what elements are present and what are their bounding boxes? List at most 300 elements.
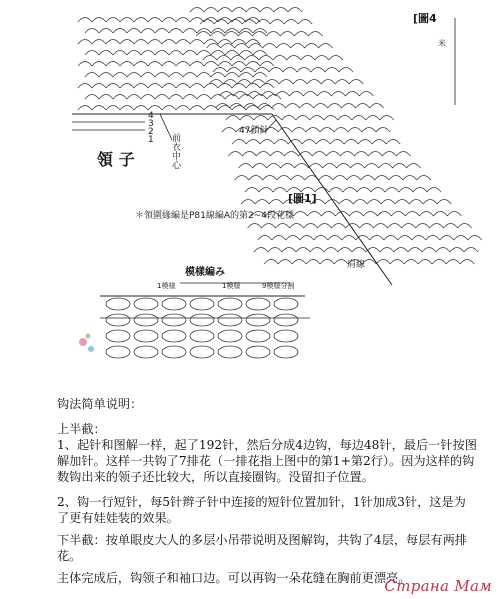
yoke-chain-arch bbox=[314, 104, 328, 109]
yoke-chain-arch bbox=[339, 68, 353, 73]
collar-chain-arch bbox=[246, 84, 260, 89]
yoke-chain-arch bbox=[224, 32, 238, 37]
collar-chain-arch bbox=[253, 95, 267, 100]
yoke-chain-arch bbox=[371, 188, 385, 193]
yoke-chain-arch bbox=[338, 248, 352, 253]
yoke-chain-arch bbox=[349, 80, 363, 85]
yoke-chain-arch bbox=[460, 260, 474, 265]
collar-chain-arch bbox=[176, 40, 190, 45]
yoke-chain-arch bbox=[376, 260, 390, 265]
yoke-chain-arch bbox=[293, 80, 307, 85]
yoke-chain-arch bbox=[287, 56, 301, 61]
yoke-chain-arch bbox=[333, 176, 347, 181]
yoke-chain-arch bbox=[279, 80, 293, 85]
collar-chain-arch bbox=[169, 51, 183, 56]
yoke-chain-arch bbox=[356, 104, 370, 109]
yoke-chain-arch bbox=[260, 140, 274, 145]
yoke-chain-arch bbox=[262, 224, 276, 229]
figure4-label: [圖4 bbox=[413, 12, 437, 25]
yoke-chain-arch bbox=[386, 140, 400, 145]
row-number-2: 2 bbox=[148, 127, 154, 137]
yoke-chain-arch bbox=[423, 200, 437, 205]
collar-chain-arch bbox=[120, 106, 134, 111]
collar-chain-arch bbox=[92, 40, 106, 45]
row-number-1: 1 bbox=[148, 135, 154, 145]
yoke-chain-arch bbox=[221, 44, 235, 49]
collar-chain-arch bbox=[190, 18, 204, 23]
pattern-fan-motif bbox=[246, 298, 270, 310]
collar-chain-arch bbox=[183, 29, 197, 34]
collar-chain-arch bbox=[218, 40, 232, 45]
yoke-chain-arch bbox=[304, 224, 318, 229]
yoke-chain-arch bbox=[318, 224, 332, 229]
yoke-chain-arch bbox=[385, 188, 399, 193]
collar-chain-arch bbox=[78, 18, 92, 23]
yoke-chain-arch bbox=[269, 68, 283, 73]
yoke-chain-arch bbox=[362, 128, 376, 133]
yoke-chain-arch bbox=[354, 152, 368, 157]
pattern-fan-motif bbox=[134, 314, 158, 326]
yoke-chain-arch bbox=[408, 248, 422, 253]
pattern-fan-motif bbox=[246, 330, 270, 342]
yoke-chain-arch bbox=[267, 164, 281, 169]
yoke-chain-arch bbox=[309, 164, 323, 169]
yoke-chain-arch bbox=[372, 140, 386, 145]
collar-chain-arch bbox=[197, 29, 211, 34]
yoke-chain-arch bbox=[294, 32, 308, 37]
yoke-chain-arch bbox=[289, 92, 303, 97]
yoke-chain-arch bbox=[328, 236, 342, 241]
yoke-chain-arch bbox=[338, 116, 352, 121]
pattern-fan-motif bbox=[190, 330, 214, 342]
row-number-4: 4 bbox=[148, 111, 154, 121]
collar-chain-arch bbox=[225, 95, 239, 100]
yoke-chain-arch bbox=[252, 32, 266, 37]
yoke-chain-arch bbox=[246, 8, 260, 13]
collar-chain-arch bbox=[169, 29, 183, 34]
yoke-chain-arch bbox=[310, 116, 324, 121]
lower-part-text: 下半截：按单眼皮大人的多层小吊带说明及图解钩，共钩了4层，每层有两排花。 bbox=[57, 533, 467, 563]
collar-chain-arch bbox=[99, 29, 113, 34]
pattern-title: 模樣編み bbox=[185, 267, 225, 278]
yoke-chain-arch bbox=[375, 176, 389, 181]
collar-chain-arch bbox=[92, 18, 106, 23]
pattern-fan-motif bbox=[274, 330, 298, 342]
yoke-chain-arch bbox=[291, 176, 305, 181]
yoke-chain-arch bbox=[270, 20, 284, 25]
collar-chain-arch bbox=[169, 95, 183, 100]
collar-chain-arch bbox=[169, 73, 183, 78]
yoke-chain-arch bbox=[337, 164, 351, 169]
instruction-notes bbox=[57, 396, 477, 586]
yoke-chain-arch bbox=[274, 8, 288, 13]
collar-chain-arch bbox=[176, 62, 190, 67]
yoke-chain-arch bbox=[447, 212, 461, 217]
collar-chain-arch bbox=[176, 18, 190, 23]
collar-chain-arch bbox=[141, 95, 155, 100]
yoke-chain-arch bbox=[302, 140, 316, 145]
yoke-chain-arch bbox=[319, 176, 333, 181]
yoke-chain-arch bbox=[464, 248, 478, 253]
yoke-chain-arch bbox=[440, 236, 454, 241]
pattern-fan-motif bbox=[218, 314, 242, 326]
yoke-chain-arch bbox=[315, 188, 329, 193]
collar-chain-arch bbox=[239, 95, 253, 100]
pattern-fan-motif bbox=[190, 298, 214, 310]
collar-chain-arch bbox=[78, 40, 92, 45]
yoke-chain-arch bbox=[444, 224, 458, 229]
yoke-chain-arch bbox=[377, 212, 391, 217]
yoke-chain-arch bbox=[321, 212, 335, 217]
yoke-chain-arch bbox=[314, 236, 328, 241]
yoke-chain-arch bbox=[291, 44, 305, 49]
notes-heading: 钩法简单说明： bbox=[57, 397, 143, 411]
yoke-chain-arch bbox=[379, 164, 393, 169]
yoke-chain-arch bbox=[268, 248, 282, 253]
yoke-chain-arch bbox=[340, 152, 354, 157]
yoke-chain-arch bbox=[239, 164, 253, 169]
yoke-chain-arch bbox=[320, 128, 334, 133]
yoke-chain-arch bbox=[242, 152, 256, 157]
stitch-47-label: 47鎖針 bbox=[239, 126, 269, 136]
collar-chain-arch bbox=[127, 73, 141, 78]
finishing-text: 主体完成后，钩领子和袖口边。可以再钩一朵花缝在胸前更漂亮。 bbox=[57, 571, 411, 585]
collar-chain-arch bbox=[85, 95, 99, 100]
collar-chain-arch bbox=[176, 84, 190, 89]
yoke-chain-arch bbox=[412, 236, 426, 241]
yoke-chain-arch bbox=[376, 128, 390, 133]
yoke-chain-arch bbox=[335, 80, 349, 85]
yoke-chain-arch bbox=[286, 104, 300, 109]
yoke-chain-arch bbox=[246, 140, 260, 145]
yoke-chain-arch bbox=[389, 176, 403, 181]
collar-chain-arch bbox=[260, 62, 274, 67]
yoke-chain-arch bbox=[345, 92, 359, 97]
collar-chain-arch bbox=[218, 84, 232, 89]
collar-chain-arch bbox=[211, 51, 225, 56]
yoke-chain-arch bbox=[374, 224, 388, 229]
collar-chain-arch bbox=[211, 73, 225, 78]
collar-chain-arch bbox=[162, 106, 176, 111]
yoke-chain-arch bbox=[351, 164, 365, 169]
yoke-chain-arch bbox=[432, 260, 446, 265]
pattern-fan-motif bbox=[134, 298, 158, 310]
yoke-chain-arch bbox=[380, 116, 394, 121]
yoke-chain-arch bbox=[222, 128, 236, 133]
yoke-chain-arch bbox=[190, 8, 204, 13]
collar-chain-arch bbox=[99, 73, 113, 78]
yoke-chain-arch bbox=[416, 224, 430, 229]
yoke-chain-arch bbox=[450, 248, 464, 253]
yoke-chain-arch bbox=[210, 32, 224, 37]
yoke-chain-arch bbox=[203, 56, 217, 61]
yoke-chain-arch bbox=[300, 104, 314, 109]
collar-chain-arch bbox=[204, 84, 218, 89]
yoke-chain-arch bbox=[359, 92, 373, 97]
shoulder-line-label: 肩線 bbox=[347, 260, 366, 270]
yoke-chain-arch bbox=[255, 68, 269, 73]
collar-chain-arch bbox=[92, 106, 106, 111]
yoke-chain-arch bbox=[380, 248, 394, 253]
collar-chain-arch bbox=[113, 29, 127, 34]
yoke-chain-arch bbox=[384, 236, 398, 241]
pattern-fan-motif bbox=[162, 346, 186, 358]
collar-chain-arch bbox=[92, 84, 106, 89]
pattern-fan-motif bbox=[190, 346, 214, 358]
collar-chain-arch bbox=[211, 95, 225, 100]
collar-chain-arch bbox=[183, 51, 197, 56]
yoke-chain-arch bbox=[284, 20, 298, 25]
yoke-chain-arch bbox=[393, 164, 407, 169]
yoke-chain-arch bbox=[390, 260, 404, 265]
figure1-label: [圖1] bbox=[288, 192, 317, 205]
pattern-fan-motif bbox=[274, 346, 298, 358]
yoke-chain-arch bbox=[235, 176, 249, 181]
collar-chain-arch bbox=[113, 73, 127, 78]
yoke-chain-arch bbox=[273, 56, 287, 61]
yoke-chain-arch bbox=[339, 200, 353, 205]
yoke-chain-arch bbox=[306, 260, 320, 265]
yoke-chain-arch bbox=[300, 236, 314, 241]
yoke-chain-arch bbox=[366, 116, 380, 121]
yoke-chain-arch bbox=[278, 260, 292, 265]
yoke-chain-arch bbox=[296, 248, 310, 253]
yoke-chain-arch bbox=[259, 188, 273, 193]
collar-chain-arch bbox=[204, 40, 218, 45]
yoke-chain-arch bbox=[232, 140, 246, 145]
collar-chain-arch bbox=[134, 40, 148, 45]
collar-chain-arch bbox=[85, 73, 99, 78]
yoke-chain-arch bbox=[292, 260, 306, 265]
yoke-chain-arch bbox=[368, 152, 382, 157]
collar-chain-arch bbox=[106, 62, 120, 67]
collar-chain-arch bbox=[106, 40, 120, 45]
yoke-chain-arch bbox=[403, 176, 417, 181]
collar-chain-arch bbox=[225, 29, 239, 34]
pattern-fan-motif bbox=[106, 298, 130, 310]
collar-chain-arch bbox=[148, 18, 162, 23]
yoke-chain-arch bbox=[228, 152, 242, 157]
yoke-chain-arch bbox=[263, 44, 277, 49]
collar-chain-arch bbox=[141, 29, 155, 34]
collar-chain-arch bbox=[148, 84, 162, 89]
yoke-chain-arch bbox=[348, 128, 362, 133]
pattern-fan-motif bbox=[106, 314, 130, 326]
yoke-chain-arch bbox=[238, 32, 252, 37]
yoke-chain-arch bbox=[305, 44, 319, 49]
collar-chain-arch bbox=[113, 95, 127, 100]
yoke-chain-arch bbox=[303, 92, 317, 97]
collar-chain-arch bbox=[253, 51, 267, 56]
yoke-chain-arch bbox=[281, 164, 295, 169]
yoke-chain-arch bbox=[227, 68, 241, 73]
yoke-chain-arch bbox=[272, 104, 286, 109]
row-number-3: 3 bbox=[148, 119, 154, 129]
yoke-chain-arch bbox=[342, 104, 356, 109]
yoke-chain-arch bbox=[310, 248, 324, 253]
yoke-chain-arch bbox=[353, 200, 367, 205]
collar-chain-arch bbox=[197, 73, 211, 78]
yoke-chain-arch bbox=[245, 188, 259, 193]
yoke-chain-arch bbox=[316, 140, 330, 145]
collar-chain-arch bbox=[267, 95, 281, 100]
pattern-mark-2: 1模様 bbox=[222, 282, 241, 290]
collar-chain-arch bbox=[127, 95, 141, 100]
yoke-chain-arch bbox=[284, 152, 298, 157]
yoke-chain-arch bbox=[270, 152, 284, 157]
center-front-label: 前衣中心 bbox=[170, 133, 180, 169]
collar-chain-arch bbox=[106, 18, 120, 23]
yoke-chain-arch bbox=[278, 128, 292, 133]
yoke-chain-arch bbox=[404, 260, 418, 265]
yoke-chain-arch bbox=[342, 236, 356, 241]
collar-chain-arch bbox=[197, 51, 211, 56]
yoke-chain-arch bbox=[307, 80, 321, 85]
collar-chain-arch bbox=[190, 84, 204, 89]
yoke-chain-arch bbox=[367, 200, 381, 205]
yoke-chain-arch bbox=[315, 56, 329, 61]
yoke-chain-arch bbox=[433, 212, 447, 217]
collar-chain-arch bbox=[232, 84, 246, 89]
pattern-lace-strip bbox=[106, 298, 298, 358]
yoke-chain-arch bbox=[352, 116, 366, 121]
yoke-chain-arch bbox=[282, 116, 296, 121]
yoke-chain-arch bbox=[240, 116, 254, 121]
yoke-chain-arch bbox=[332, 224, 346, 229]
pattern-fan-motif bbox=[218, 298, 242, 310]
yoke-chain-arch bbox=[319, 44, 333, 49]
collar-title: 領 子 bbox=[97, 150, 135, 169]
yoke-chain-arch bbox=[370, 104, 384, 109]
collar-chain-arch bbox=[190, 106, 204, 111]
yoke-chain-arch bbox=[298, 20, 312, 25]
yoke-chain-arch bbox=[427, 188, 441, 193]
yoke-chain-arch bbox=[311, 68, 325, 73]
yoke-chain-arch bbox=[468, 236, 482, 241]
collar-chain-arch bbox=[134, 18, 148, 23]
collar-chain-arch bbox=[155, 29, 169, 34]
collar-chain-arch bbox=[148, 106, 162, 111]
yoke-chain-arch bbox=[324, 116, 338, 121]
yoke-chain-arch bbox=[426, 236, 440, 241]
yoke-chain-arch bbox=[388, 224, 402, 229]
yoke-chain-arch bbox=[328, 104, 342, 109]
collar-chain-arch bbox=[120, 18, 134, 23]
collar-lace-grid bbox=[78, 18, 281, 111]
yoke-chain-arch bbox=[413, 188, 427, 193]
collar-chain-arch bbox=[190, 40, 204, 45]
yoke-chain-arch bbox=[280, 32, 294, 37]
yoke-chain-arch bbox=[407, 164, 421, 169]
yoke-chain-arch bbox=[249, 176, 263, 181]
pattern-fan-motif bbox=[274, 298, 298, 310]
collar-chain-arch bbox=[162, 40, 176, 45]
yoke-chain-arch bbox=[253, 164, 267, 169]
yoke-chain-arch bbox=[196, 32, 210, 37]
yoke-chain-arch bbox=[292, 128, 306, 133]
collar-border-note: ＊領圍緣編是P81線編A的第2~4段花樣 bbox=[135, 211, 295, 221]
collar-chain-arch bbox=[239, 29, 253, 34]
pattern-fan-motif bbox=[190, 314, 214, 326]
pattern-fan-motif bbox=[162, 298, 186, 310]
yoke-chain-arch bbox=[290, 224, 304, 229]
yoke-chain-arch bbox=[256, 152, 270, 157]
yoke-chain-arch bbox=[272, 236, 286, 241]
yoke-chain-arch bbox=[361, 176, 375, 181]
yoke-chain-arch bbox=[394, 248, 408, 253]
yoke-chain-arch bbox=[398, 236, 412, 241]
yoke-chain-arch bbox=[232, 8, 246, 13]
collar-chain-arch bbox=[204, 62, 218, 67]
yoke-chain-arch bbox=[231, 56, 245, 61]
collar-chain-arch bbox=[246, 62, 260, 67]
collar-chain-arch bbox=[134, 62, 148, 67]
collar-chain-arch bbox=[162, 84, 176, 89]
collar-chain-arch bbox=[78, 84, 92, 89]
collar-chain-arch bbox=[141, 51, 155, 56]
collar-chain-arch bbox=[162, 62, 176, 67]
collar-chain-arch bbox=[155, 95, 169, 100]
pattern-fan-motif bbox=[218, 346, 242, 358]
pattern-fan-motif bbox=[218, 330, 242, 342]
yoke-chain-arch bbox=[263, 176, 277, 181]
collar-chain-arch bbox=[246, 40, 260, 45]
collar-chain-arch bbox=[253, 73, 267, 78]
pattern-mark-3: 9模様分割 bbox=[262, 282, 295, 290]
yoke-chain-arch bbox=[409, 200, 423, 205]
yoke-chain-arch bbox=[454, 236, 468, 241]
yoke-chain-arch bbox=[269, 200, 283, 205]
collar-chain-arch bbox=[260, 84, 274, 89]
collar-chain-arch bbox=[106, 106, 120, 111]
collar-chain-arch bbox=[141, 73, 155, 78]
yoke-chain-arch bbox=[422, 248, 436, 253]
yoke-chain-arch bbox=[370, 236, 384, 241]
pattern-fan-motif bbox=[134, 330, 158, 342]
yoke-chain-arch bbox=[321, 80, 335, 85]
collar-chain-arch bbox=[239, 51, 253, 56]
yoke-chain-arch bbox=[283, 68, 297, 73]
collar-chain-arch bbox=[127, 29, 141, 34]
yoke-chain-arch bbox=[217, 56, 231, 61]
figure4-side-label: 米 bbox=[438, 39, 446, 48]
upper-step-2: 2、钩一行短针，每5针辫子针中连接的短针位置加针，1针加成3针，这是为了更有娃娃装的效果。 bbox=[57, 495, 466, 525]
collar-chain-arch bbox=[85, 29, 99, 34]
yoke-chain-arch bbox=[331, 92, 345, 97]
collar-chain-arch bbox=[85, 51, 99, 56]
yoke-chain-arch bbox=[288, 8, 302, 13]
yoke-chain-arch bbox=[312, 152, 326, 157]
yoke-chain-arch bbox=[293, 212, 307, 217]
yoke-chain-arch bbox=[249, 44, 263, 49]
collar-chain-arch bbox=[253, 29, 267, 34]
collar-chain-arch bbox=[99, 95, 113, 100]
yoke-chain-arch bbox=[334, 128, 348, 133]
pattern-fan-motif bbox=[246, 314, 270, 326]
upper-step-1: 1、起针和图解一样，起了192针，然后分成4边钩，每边48针，最后一针按图解加针。这样一共钩了7排花（一排花指上图中的第1+第2行）。因为这样的钩数钩出来的领子还比较大，所以直接圈钩。没留扣子位置。 bbox=[57, 438, 477, 484]
collar-chain-arch bbox=[176, 106, 190, 111]
yoke-chain-arch bbox=[402, 224, 416, 229]
yoke-chain-arch bbox=[382, 152, 396, 157]
yoke-chain-arch bbox=[226, 116, 240, 121]
yoke-chain-arch bbox=[417, 176, 431, 181]
pattern-fan-motif bbox=[246, 346, 270, 358]
yoke-chain-arch bbox=[277, 176, 291, 181]
yoke-chain-arch bbox=[254, 248, 268, 253]
collar-chain-arch bbox=[162, 18, 176, 23]
yoke-chain-arch bbox=[207, 44, 221, 49]
upper-part-title: 上半截： bbox=[57, 422, 106, 436]
